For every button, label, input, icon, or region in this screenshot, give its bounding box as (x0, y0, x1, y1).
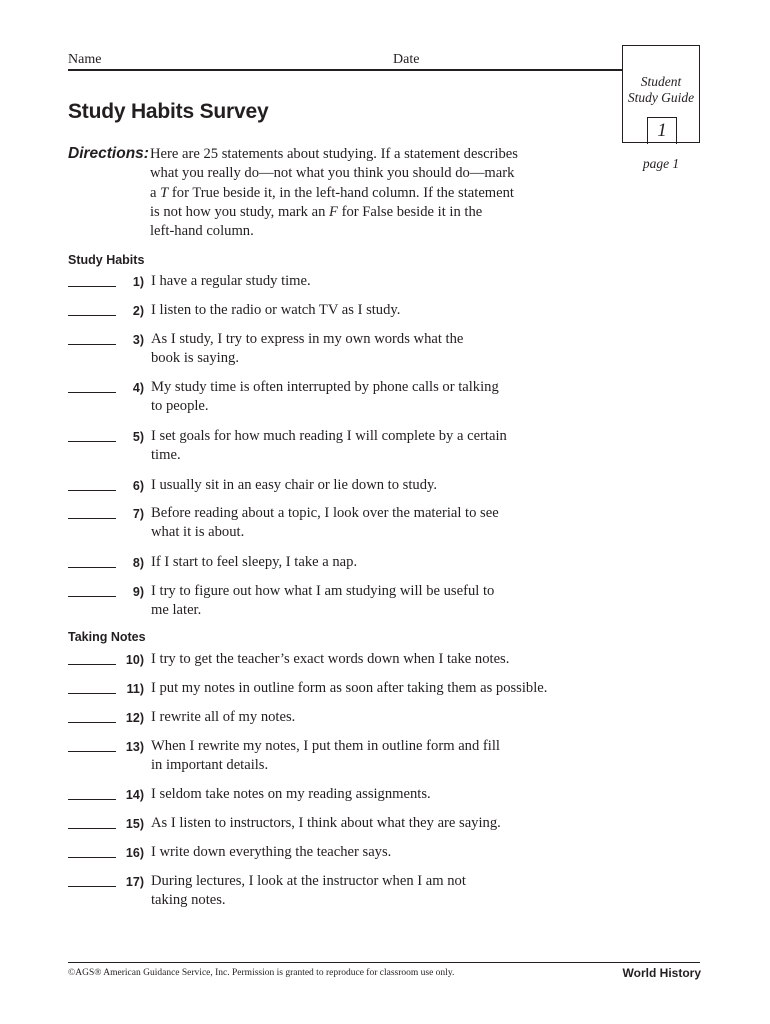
item-number: 11) (126, 682, 144, 696)
item-number: 2) (132, 304, 144, 318)
name-label: Name (68, 52, 102, 67)
answer-blank[interactable] (68, 693, 116, 694)
answer-blank[interactable] (68, 722, 116, 723)
item-text (151, 843, 651, 862)
directions-line: what you really do—not what you think you should do—mark (150, 165, 515, 182)
student-label: Student (640, 74, 682, 89)
directions-label: Directions: (68, 145, 149, 162)
answer-blank[interactable] (68, 857, 116, 858)
directions-line: is not how you study, mark an F for False beside it in the (150, 203, 483, 220)
item-text-line: I try to figure out how what I am studying will be useful to (151, 583, 495, 599)
answer-blank[interactable] (68, 828, 116, 829)
item-text (151, 737, 651, 776)
copyright-text: ©AGS® American Guidance Service, Inc. Permission is granted to reproduce for classroom use only. (68, 968, 455, 978)
item-number: 7) (132, 507, 144, 521)
item-text-line: Before reading about a topic, I look over the material to see (151, 505, 499, 521)
item-text (151, 708, 651, 727)
item-text-line: I seldom take notes on my reading assignments. (151, 786, 431, 802)
item-text-line: I listen to the radio or watch TV as I study. (151, 302, 401, 318)
item-text (151, 814, 651, 833)
study-guide-box (622, 45, 700, 143)
item-text (151, 679, 651, 698)
answer-blank[interactable] (68, 799, 116, 800)
item-number: 15) (125, 817, 144, 831)
item-number: 4) (132, 381, 144, 395)
item-text (151, 330, 651, 369)
item-text-line: I write down everything the teacher says. (151, 844, 392, 860)
study-guide-label: Study Guide (627, 90, 695, 105)
item-number: 6) (132, 479, 144, 493)
item-text-line: to people. (151, 398, 209, 415)
answer-blank[interactable] (68, 490, 116, 491)
item-text-line: book is saying. (151, 350, 239, 367)
answer-blank[interactable] (68, 596, 116, 597)
answer-blank[interactable] (68, 886, 116, 887)
directions-line: left-hand column. (150, 223, 254, 240)
item-text-line: taking notes. (151, 892, 226, 909)
item-text (151, 785, 651, 804)
item-number: 9) (132, 585, 144, 599)
item-number: 14) (125, 788, 144, 802)
item-text-line: I rewrite all of my notes. (151, 709, 296, 725)
item-text (151, 301, 651, 320)
item-text (151, 378, 651, 417)
header-rule (68, 69, 622, 71)
item-text (151, 504, 651, 543)
item-text-line: time. (151, 447, 181, 464)
directions-text (150, 145, 610, 241)
answer-blank[interactable] (68, 315, 116, 316)
item-number: 3) (132, 333, 144, 347)
item-number: 13) (125, 740, 144, 754)
item-text (151, 427, 651, 466)
item-number: 5) (132, 430, 144, 444)
page-title: Study Habits Survey (68, 100, 269, 123)
page-number: page 1 (642, 156, 680, 171)
item-text (151, 476, 651, 495)
directions-line: Here are 25 statements about studying. If a statement describes (150, 146, 518, 162)
item-text-line: I usually sit in an easy chair or lie down to study. (151, 477, 438, 493)
item-number: 10) (125, 653, 144, 667)
item-text (151, 582, 651, 621)
item-text-line: in important details. (151, 757, 269, 774)
item-text-line: I put my notes in outline form as soon after taking them as possible. (151, 680, 548, 696)
item-text-line: During lectures, I look at the instructor when I am not (151, 873, 466, 889)
item-number: 8) (132, 556, 144, 570)
item-text-line: what it is about. (151, 524, 245, 541)
date-label: Date (393, 52, 420, 67)
item-number: 16) (125, 846, 144, 860)
section-heading-taking-notes: Taking Notes (68, 630, 146, 644)
answer-blank[interactable] (68, 518, 116, 519)
item-text (151, 650, 651, 669)
item-text-line: My study time is often interrupted by phone calls or talking (151, 379, 499, 395)
item-text (151, 272, 651, 291)
item-text (151, 553, 651, 572)
item-number: 17) (125, 875, 144, 889)
item-number: 12) (125, 711, 144, 725)
item-text (151, 872, 651, 911)
item-text-line: When I rewrite my notes, I put them in outline form and fill (151, 738, 500, 754)
item-text-line: me later. (151, 602, 202, 619)
answer-blank[interactable] (68, 392, 116, 393)
section-heading-study-habits: Study Habits (68, 253, 145, 267)
item-text-line: I try to get the teacher’s exact words down when I take notes. (151, 651, 510, 667)
item-text-line: If I start to feel sleepy, I take a nap. (151, 554, 358, 570)
item-text-line: I set goals for how much reading I will complete by a certain (151, 428, 507, 444)
item-text-line: As I study, I try to express in my own words what the (151, 331, 464, 347)
answer-blank[interactable] (68, 664, 116, 665)
answer-blank[interactable] (68, 286, 116, 287)
answer-blank[interactable] (68, 344, 116, 345)
answer-blank[interactable] (68, 567, 116, 568)
guide-number: 1 (647, 117, 677, 144)
item-text-line: I have a regular study time. (151, 273, 311, 289)
answer-blank[interactable] (68, 751, 116, 752)
directions-line: a T for True beside it, in the left-hand column. If the statement (150, 184, 514, 201)
subject-label: World History (622, 966, 701, 980)
item-number: 1) (132, 275, 144, 289)
item-text-line: As I listen to instructors, I think about what they are saying. (151, 815, 501, 831)
footer-rule (68, 962, 700, 963)
answer-blank[interactable] (68, 441, 116, 442)
